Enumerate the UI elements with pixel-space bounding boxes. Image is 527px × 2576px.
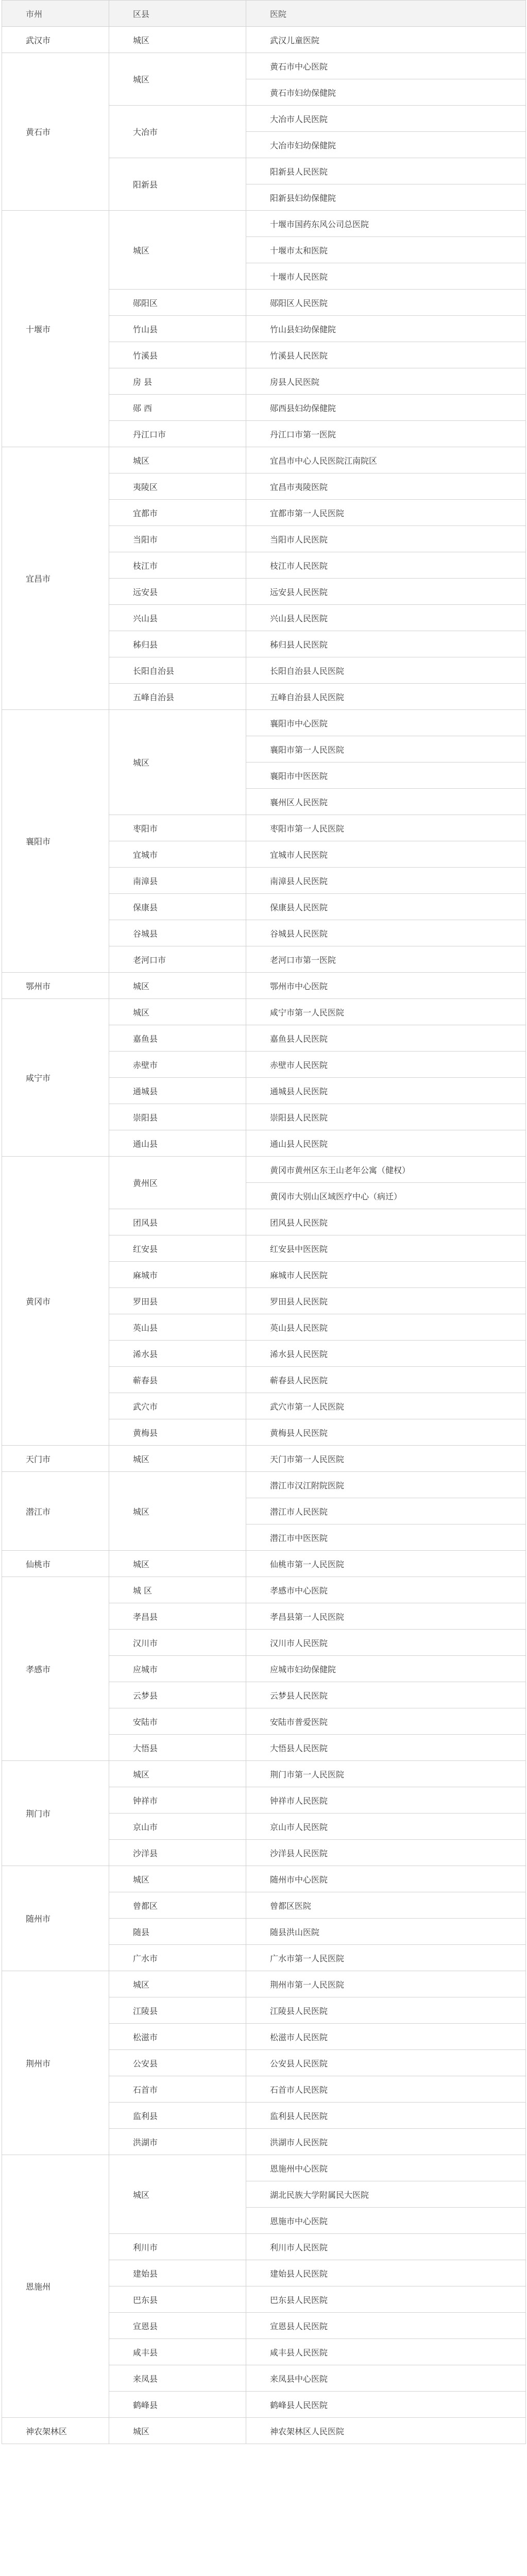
district-cell: 应城市 <box>109 1656 246 1682</box>
hospital-table-container <box>2 0 525 2444</box>
district-cell: 利川市 <box>109 2234 246 2260</box>
hospital-cell: 应城市妇幼保健院 <box>246 1656 526 1682</box>
table-row <box>2 1866 526 1892</box>
table-row <box>2 1446 526 1472</box>
table-row <box>2 1761 526 1787</box>
hospital-cell: 阳新县妇幼保健院 <box>246 184 526 211</box>
hospital-cell: 孝昌县第一人民医院 <box>246 1603 526 1630</box>
hospital-cell: 十堰市人民医院 <box>246 263 526 290</box>
hospital-cell: 钟祥市人民医院 <box>246 1787 526 1814</box>
hospital-cell: 麻城市人民医院 <box>246 1262 526 1288</box>
header-hospital: 医院 <box>246 1 526 27</box>
district-cell: 红安县 <box>109 1235 246 1262</box>
hospital-cell: 阳新县人民医院 <box>246 158 526 184</box>
hospital-cell: 通城县人民医院 <box>246 1078 526 1104</box>
hospital-cell: 汉川市人民医院 <box>246 1630 526 1656</box>
hospital-cell: 五峰自治县人民医院 <box>246 684 526 710</box>
hospital-cell: 天门市第一人民医院 <box>246 1446 526 1472</box>
district-cell: 咸丰县 <box>109 2339 246 2365</box>
table-row <box>2 211 526 237</box>
table-row <box>2 1551 526 1577</box>
hospital-cell: 嘉鱼县人民医院 <box>246 1025 526 1052</box>
hospital-cell: 湖北民族大学附属民大医院 <box>246 2181 526 2208</box>
district-cell: 保康县 <box>109 894 246 920</box>
hospital-cell: 鹤峰县人民医院 <box>246 2392 526 2418</box>
district-cell: 大冶市 <box>109 106 246 158</box>
district-cell: 通城县 <box>109 1078 246 1104</box>
district-cell: 城区 <box>109 447 246 473</box>
hospital-cell: 襄阳市中医医院 <box>246 762 526 789</box>
city-cell: 鄂州市 <box>2 973 109 999</box>
district-cell: 随县 <box>109 1919 246 1945</box>
hospital-cell: 神农架林区人民医院 <box>246 2418 526 2444</box>
district-cell: 建始县 <box>109 2260 246 2286</box>
hospital-cell: 南漳县人民医院 <box>246 868 526 894</box>
district-cell: 郧阳区 <box>109 290 246 316</box>
hospital-cell: 黄石市妇幼保健院 <box>246 79 526 106</box>
city-cell: 恩施州 <box>2 2155 109 2418</box>
hospital-cell: 丹江口市第一医院 <box>246 421 526 447</box>
district-cell: 崇阳县 <box>109 1104 246 1130</box>
district-cell: 枣阳市 <box>109 815 246 841</box>
district-cell: 城区 <box>109 1971 246 1997</box>
hospital-cell: 随县洪山医院 <box>246 1919 526 1945</box>
city-cell: 襄阳市 <box>2 710 109 973</box>
city-cell: 天门市 <box>2 1446 109 1472</box>
hospital-cell: 鄂州市中心医院 <box>246 973 526 999</box>
city-cell: 咸宁市 <box>2 999 109 1157</box>
district-cell: 南漳县 <box>109 868 246 894</box>
district-cell: 汉川市 <box>109 1630 246 1656</box>
hospital-cell: 巴东县人民医院 <box>246 2286 526 2313</box>
hospital-cell: 英山县人民医院 <box>246 1314 526 1341</box>
hospital-cell: 襄阳市第一人民医院 <box>246 736 526 762</box>
district-cell: 广水市 <box>109 1945 246 1971</box>
hospital-cell: 荆门市第一人民医院 <box>246 1761 526 1787</box>
hospital-cell: 枝江市人民医院 <box>246 552 526 579</box>
district-cell: 公安县 <box>109 2050 246 2076</box>
hospital-cell: 浠水县人民医院 <box>246 1341 526 1367</box>
hospital-cell: 郧西县妇幼保健院 <box>246 395 526 421</box>
hospital-cell: 秭归县人民医院 <box>246 631 526 657</box>
district-cell: 江陵县 <box>109 1997 246 2024</box>
hospital-cell: 来凤县中心医院 <box>246 2365 526 2392</box>
table-row <box>2 53 526 79</box>
hospital-cell: 恩施市中心医院 <box>246 2208 526 2234</box>
district-cell: 房 县 <box>109 368 246 395</box>
hospital-cell: 黄冈市黄州区东王山老年公寓（健权） <box>246 1157 526 1183</box>
hospital-cell: 随州市中心医院 <box>246 1866 526 1892</box>
table-row <box>2 27 526 53</box>
hospital-cell: 仙桃市第一人民医院 <box>246 1551 526 1577</box>
table-row <box>2 1157 526 1183</box>
hospital-cell: 大冶市妇幼保健院 <box>246 132 526 158</box>
hospital-table <box>2 0 526 2444</box>
district-cell: 安陆市 <box>109 1708 246 1735</box>
hospital-cell: 黄冈市大别山区域医疗中心（病迁） <box>246 1183 526 1209</box>
hospital-cell: 大悟县人民医院 <box>246 1735 526 1761</box>
hospital-cell: 监利县人民医院 <box>246 2103 526 2129</box>
district-cell: 沙洋县 <box>109 1840 246 1866</box>
hospital-cell: 枣阳市第一人民医院 <box>246 815 526 841</box>
district-cell: 竹山县 <box>109 316 246 342</box>
district-cell: 来凤县 <box>109 2365 246 2392</box>
district-cell: 城区 <box>109 1761 246 1787</box>
district-cell: 郧 西 <box>109 395 246 421</box>
hospital-cell: 团风县人民医院 <box>246 1209 526 1235</box>
table-row <box>2 2418 526 2444</box>
district-cell: 罗田县 <box>109 1288 246 1314</box>
district-cell: 城区 <box>109 999 246 1025</box>
hospital-cell: 襄州区人民医院 <box>246 789 526 815</box>
city-cell: 潜江市 <box>2 1472 109 1551</box>
district-cell: 鹤峰县 <box>109 2392 246 2418</box>
district-cell: 秭归县 <box>109 631 246 657</box>
table-row <box>2 1472 526 1498</box>
district-cell: 宜城市 <box>109 841 246 868</box>
hospital-cell: 曾都区医院 <box>246 1892 526 1919</box>
district-cell: 城 区 <box>109 1577 246 1603</box>
district-cell: 孝昌县 <box>109 1603 246 1630</box>
hospital-cell: 十堰市国药东风公司总医院 <box>246 211 526 237</box>
hospital-cell: 洪湖市人民医院 <box>246 2129 526 2155</box>
table-row <box>2 710 526 736</box>
district-cell: 麻城市 <box>109 1262 246 1288</box>
hospital-cell: 竹山县妇幼保健院 <box>246 316 526 342</box>
hospital-cell: 孝感市中心医院 <box>246 1577 526 1603</box>
hospital-cell: 云梦县人民医院 <box>246 1682 526 1708</box>
hospital-cell: 咸丰县人民医院 <box>246 2339 526 2365</box>
district-cell: 监利县 <box>109 2103 246 2129</box>
header-city: 市州 <box>2 1 109 27</box>
district-cell: 城区 <box>109 973 246 999</box>
hospital-cell: 咸宁市第一人民医院 <box>246 999 526 1025</box>
hospital-cell: 罗田县人民医院 <box>246 1288 526 1314</box>
city-cell: 武汉市 <box>2 27 109 53</box>
hospital-cell: 崇阳县人民医院 <box>246 1104 526 1130</box>
city-cell: 十堰市 <box>2 211 109 447</box>
hospital-cell: 老河口市第一医院 <box>246 946 526 973</box>
district-cell: 远安县 <box>109 579 246 605</box>
city-cell: 随州市 <box>2 1866 109 1971</box>
hospital-cell: 十堰市太和医院 <box>246 237 526 263</box>
district-cell: 丹江口市 <box>109 421 246 447</box>
district-cell: 通山县 <box>109 1130 246 1157</box>
district-cell: 英山县 <box>109 1314 246 1341</box>
district-cell: 松滋市 <box>109 2024 246 2050</box>
table-row <box>2 1577 526 1603</box>
header-district: 区县 <box>109 1 246 27</box>
district-cell: 谷城县 <box>109 920 246 946</box>
district-cell: 赤壁市 <box>109 1052 246 1078</box>
hospital-cell: 红安县中医医院 <box>246 1235 526 1262</box>
district-cell: 兴山县 <box>109 605 246 631</box>
district-cell: 城区 <box>109 1866 246 1892</box>
hospital-cell: 宜都市第一人民医院 <box>246 500 526 526</box>
district-cell: 宜都市 <box>109 500 246 526</box>
district-cell: 黄州区 <box>109 1157 246 1209</box>
district-cell: 阳新县 <box>109 158 246 211</box>
district-cell: 城区 <box>109 2418 246 2444</box>
table-header-row <box>2 1 526 27</box>
district-cell: 巴东县 <box>109 2286 246 2313</box>
hospital-cell: 通山县人民医院 <box>246 1130 526 1157</box>
table-body <box>2 27 526 2444</box>
district-cell: 夷陵区 <box>109 473 246 500</box>
city-cell: 荆州市 <box>2 1971 109 2155</box>
district-cell: 大悟县 <box>109 1735 246 1761</box>
district-cell: 五峰自治县 <box>109 684 246 710</box>
hospital-cell: 恩施州中心医院 <box>246 2155 526 2181</box>
hospital-cell: 宜昌市夷陵医院 <box>246 473 526 500</box>
district-cell: 枝江市 <box>109 552 246 579</box>
district-cell: 城区 <box>109 2155 246 2234</box>
district-cell: 云梦县 <box>109 1682 246 1708</box>
hospital-cell: 沙洋县人民医院 <box>246 1840 526 1866</box>
district-cell: 团风县 <box>109 1209 246 1235</box>
hospital-cell: 宣恩县人民医院 <box>246 2313 526 2339</box>
city-cell: 荆门市 <box>2 1761 109 1866</box>
district-cell: 城区 <box>109 710 246 815</box>
hospital-cell: 兴山县人民医院 <box>246 605 526 631</box>
district-cell: 城区 <box>109 1472 246 1551</box>
table-row <box>2 1971 526 1997</box>
hospital-cell: 江陵县人民医院 <box>246 1997 526 2024</box>
district-cell: 城区 <box>109 1446 246 1472</box>
hospital-cell: 谷城县人民医院 <box>246 920 526 946</box>
city-cell: 黄冈市 <box>2 1157 109 1446</box>
hospital-cell: 竹溪县人民医院 <box>246 342 526 368</box>
district-cell: 城区 <box>109 53 246 106</box>
district-cell: 城区 <box>109 27 246 53</box>
hospital-cell: 京山市人民医院 <box>246 1814 526 1840</box>
table-row <box>2 447 526 473</box>
city-cell: 黄石市 <box>2 53 109 211</box>
hospital-cell: 宜城市人民医院 <box>246 841 526 868</box>
hospital-cell: 安陆市普爱医院 <box>246 1708 526 1735</box>
hospital-cell: 公安县人民医院 <box>246 2050 526 2076</box>
table-row <box>2 2155 526 2181</box>
hospital-cell: 宜昌市中心人民医院江南院区 <box>246 447 526 473</box>
district-cell: 洪湖市 <box>109 2129 246 2155</box>
city-cell: 神农架林区 <box>2 2418 109 2444</box>
city-cell: 宜昌市 <box>2 447 109 710</box>
district-cell: 武穴市 <box>109 1393 246 1419</box>
city-cell: 仙桃市 <box>2 1551 109 1577</box>
district-cell: 竹溪县 <box>109 342 246 368</box>
hospital-cell: 大冶市人民医院 <box>246 106 526 132</box>
hospital-cell: 松滋市人民医院 <box>246 2024 526 2050</box>
city-cell: 孝感市 <box>2 1577 109 1761</box>
district-cell: 石首市 <box>109 2076 246 2103</box>
hospital-cell: 蕲春县人民医院 <box>246 1367 526 1393</box>
hospital-cell: 武穴市第一人民医院 <box>246 1393 526 1419</box>
hospital-cell: 长阳自治县人民医院 <box>246 657 526 684</box>
hospital-cell: 郧阳区人民医院 <box>246 290 526 316</box>
hospital-cell: 建始县人民医院 <box>246 2260 526 2286</box>
district-cell: 老河口市 <box>109 946 246 973</box>
hospital-cell: 石首市人民医院 <box>246 2076 526 2103</box>
hospital-cell: 襄阳市中心医院 <box>246 710 526 736</box>
hospital-cell: 远安县人民医院 <box>246 579 526 605</box>
table-row <box>2 999 526 1025</box>
district-cell: 当阳市 <box>109 526 246 552</box>
hospital-cell: 黄梅县人民医院 <box>246 1419 526 1446</box>
district-cell: 城区 <box>109 211 246 290</box>
hospital-cell: 利川市人民医院 <box>246 2234 526 2260</box>
district-cell: 蕲春县 <box>109 1367 246 1393</box>
hospital-cell: 荆州市第一人民医院 <box>246 1971 526 1997</box>
district-cell: 宣恩县 <box>109 2313 246 2339</box>
hospital-cell: 潜江市中医医院 <box>246 1524 526 1551</box>
district-cell: 黄梅县 <box>109 1419 246 1446</box>
district-cell: 京山市 <box>109 1814 246 1840</box>
district-cell: 长阳自治县 <box>109 657 246 684</box>
hospital-cell: 当阳市人民医院 <box>246 526 526 552</box>
district-cell: 城区 <box>109 1551 246 1577</box>
hospital-cell: 房县人民医院 <box>246 368 526 395</box>
district-cell: 浠水县 <box>109 1341 246 1367</box>
hospital-cell: 潜江市人民医院 <box>246 1498 526 1524</box>
district-cell: 钟祥市 <box>109 1787 246 1814</box>
hospital-cell: 保康县人民医院 <box>246 894 526 920</box>
hospital-cell: 黄石市中心医院 <box>246 53 526 79</box>
hospital-cell: 赤壁市人民医院 <box>246 1052 526 1078</box>
district-cell: 曾都区 <box>109 1892 246 1919</box>
hospital-cell: 广水市第一人民医院 <box>246 1945 526 1971</box>
hospital-cell: 武汉儿童医院 <box>246 27 526 53</box>
hospital-cell: 潜江市汉江附院医院 <box>246 1472 526 1498</box>
district-cell: 嘉鱼县 <box>109 1025 246 1052</box>
table-row <box>2 973 526 999</box>
